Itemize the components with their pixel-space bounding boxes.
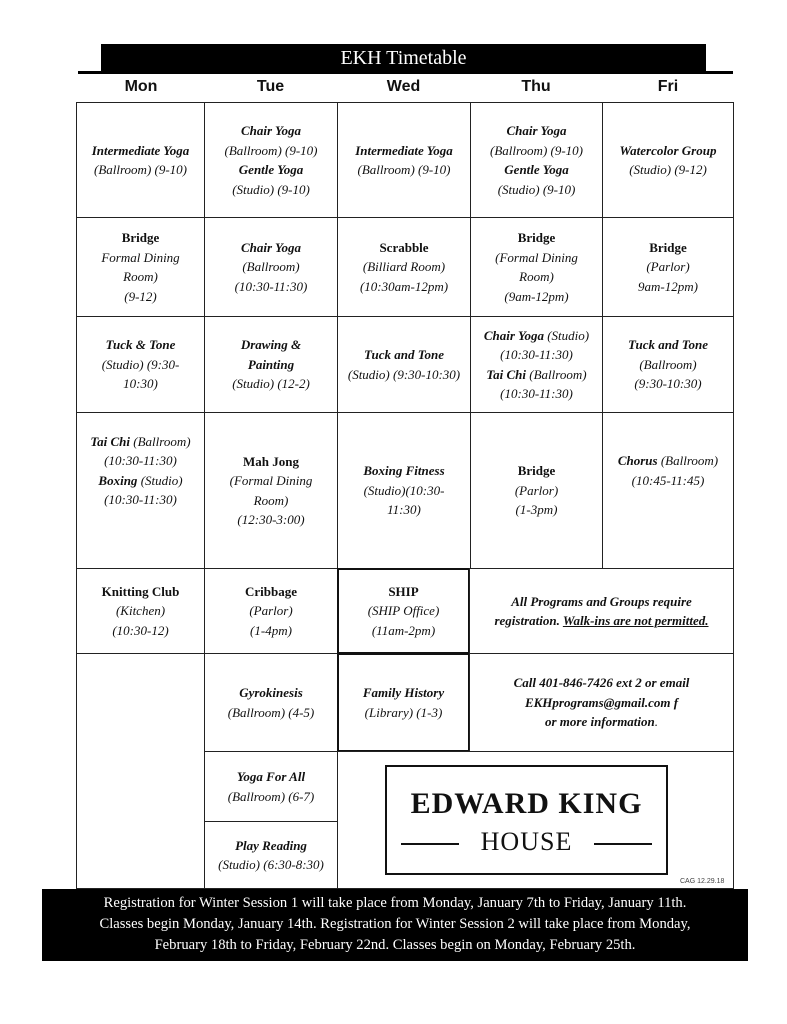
page-title: EKH Timetable bbox=[101, 44, 706, 71]
revision-code: CAG 12.29.18 bbox=[680, 878, 725, 885]
notice-text: registration. bbox=[494, 613, 563, 628]
class-details: (Studio) bbox=[140, 472, 183, 488]
class-name: Tuck and Tone bbox=[364, 347, 444, 362]
class-details: (12:30-3:00) bbox=[237, 512, 305, 527]
class-details: Formal Dining bbox=[101, 249, 180, 265]
class-details: (9am-12pm) bbox=[504, 288, 569, 304]
class-name: Watercolor Group bbox=[619, 142, 717, 158]
class-name: Bridge bbox=[517, 230, 556, 245]
class-details: 10:30) bbox=[123, 376, 158, 392]
class-details: 9am-12pm) bbox=[638, 278, 698, 294]
class-name: Drawing & bbox=[240, 337, 302, 353]
logo-title: EDWARD KING bbox=[410, 787, 643, 820]
class-cell-mon-r3 bbox=[76, 316, 205, 413]
class-name: Intermediate Yoga bbox=[91, 142, 190, 158]
contact-text: or more information bbox=[544, 714, 655, 730]
class-name: Tai Chi bbox=[486, 366, 527, 382]
class-details: Room) bbox=[123, 269, 158, 284]
class-name: Yoga For All bbox=[236, 769, 306, 784]
class-cell-wed-r4 bbox=[337, 412, 471, 569]
class-cell-thu-r3 bbox=[470, 316, 603, 413]
day-header-tue: Tue bbox=[256, 78, 285, 95]
class-cell-fri-r2 bbox=[602, 217, 734, 317]
class-details: (Ballroom) bbox=[660, 453, 719, 468]
class-details: (SHIP Office) bbox=[367, 603, 440, 619]
class-cell-wed-r2 bbox=[337, 217, 471, 317]
class-details: (Studio) bbox=[547, 327, 590, 343]
footer-line: Classes begin Monday, January 14th. Registration for Winter Session 2 will take place from Monday, bbox=[99, 916, 691, 932]
class-cell-tue-r5 bbox=[204, 568, 338, 654]
class-cell-thu-r4 bbox=[470, 412, 603, 569]
class-cell-wed-r6 bbox=[337, 653, 470, 752]
class-details: (Formal Dining bbox=[229, 473, 313, 488]
class-name: Chair Yoga bbox=[506, 123, 567, 138]
class-name: Tuck and Tone bbox=[628, 337, 708, 353]
class-name: Scrabble bbox=[379, 239, 429, 255]
class-details: (Ballroom) (9-10) bbox=[489, 142, 584, 158]
class-cell-wed-r1 bbox=[337, 102, 471, 218]
registration-footer bbox=[42, 889, 748, 961]
class-name: Knitting Club bbox=[101, 583, 180, 599]
class-name: Play Reading bbox=[235, 837, 307, 853]
class-details: (10:30-11:30) bbox=[500, 386, 573, 401]
class-details: (11am-2pm) bbox=[371, 622, 436, 638]
class-details: (9:30-10:30) bbox=[634, 376, 702, 392]
class-details: (1-4pm) bbox=[250, 622, 292, 638]
class-name: Bridge bbox=[517, 463, 556, 479]
class-details: (Studio) (9-10) bbox=[232, 181, 310, 197]
contact-period: . bbox=[654, 714, 659, 730]
class-name: Family History bbox=[362, 685, 445, 700]
class-name: Gentle Yoga bbox=[238, 162, 304, 177]
class-details: (Kitchen) bbox=[115, 603, 166, 619]
class-details: (Studio) (9-12) bbox=[629, 162, 707, 177]
logo-rule-right bbox=[594, 843, 652, 845]
class-details: (Ballroom) (9-10) bbox=[224, 142, 318, 158]
class-details: (Ballroom) (9-10) bbox=[93, 162, 188, 177]
class-cell-wed-r5 bbox=[337, 568, 470, 654]
class-name: Boxing Fitness bbox=[363, 463, 445, 479]
class-name: Tuck & Tone bbox=[105, 337, 176, 353]
class-name: Boxing bbox=[98, 472, 138, 488]
class-details: (Studio) (6:30-8:30) bbox=[218, 857, 324, 872]
class-details: (Library) (1-3) bbox=[364, 704, 443, 720]
class-details: (10:30am-12pm) bbox=[359, 278, 449, 294]
class-details: (10:45-11:45) bbox=[631, 472, 705, 488]
class-cell-mon-r2 bbox=[76, 217, 205, 317]
title-underline bbox=[78, 71, 733, 74]
class-details: (10:30-11:30) bbox=[500, 347, 573, 362]
day-header-thu: Thu bbox=[521, 78, 551, 95]
class-details: (Parlor) bbox=[646, 259, 690, 275]
edward-king-house-logo bbox=[385, 765, 668, 875]
class-cell-tue-r6 bbox=[204, 653, 338, 752]
class-details: (1-3pm) bbox=[515, 502, 558, 518]
class-cell-mon-r1 bbox=[76, 102, 205, 218]
class-details: (Studio) (9:30- bbox=[101, 356, 180, 372]
contact-phone: Call 401-846-7426 ext 2 or email bbox=[513, 675, 690, 691]
logo-subtitle: HOUSE bbox=[480, 827, 573, 856]
class-details: (10:30-11:30) bbox=[104, 453, 177, 468]
class-details: (Billiard Room) bbox=[362, 259, 446, 275]
empty-mon-cell bbox=[76, 653, 205, 889]
class-cell-mon-r5 bbox=[76, 568, 205, 654]
class-name: Painting bbox=[247, 356, 295, 372]
class-cell-tue-r8 bbox=[204, 821, 338, 889]
class-cell-thu-r2 bbox=[470, 217, 603, 317]
class-cell-fri-r3 bbox=[602, 316, 734, 413]
class-details: (Parlor) bbox=[514, 482, 559, 498]
class-cell-tue-r4 bbox=[204, 412, 338, 569]
class-cell-fri-r4 bbox=[602, 412, 734, 569]
contact-email[interactable]: EKHprograms@gmail.com f bbox=[524, 694, 679, 710]
class-details: (Ballroom) (6-7) bbox=[227, 788, 315, 804]
class-name: Tai Chi bbox=[90, 433, 131, 449]
class-details: (Ballroom) (9-10) bbox=[357, 162, 451, 177]
class-details: (10:30-12) bbox=[112, 622, 169, 638]
class-name: SHIP bbox=[388, 583, 419, 599]
class-details: (Studio) (9:30-10:30) bbox=[347, 366, 461, 382]
walk-ins-warning: Walk-ins are not permitted. bbox=[562, 613, 709, 628]
class-name: Bridge bbox=[649, 239, 687, 255]
class-details: (Ballroom) (4-5) bbox=[227, 704, 315, 720]
class-details: (Studio) (12-2) bbox=[232, 376, 310, 392]
class-details: (Ballroom) bbox=[529, 366, 587, 382]
class-details: (Ballroom) bbox=[242, 259, 300, 275]
class-cell-wed-r3 bbox=[337, 316, 471, 413]
notice-text: All Programs and Groups require bbox=[511, 593, 692, 609]
class-name: Chair Yoga bbox=[483, 327, 544, 343]
class-cell-thu-r1 bbox=[470, 102, 603, 218]
class-details: (Studio) (9-10) bbox=[497, 181, 576, 197]
class-name: Chair Yoga bbox=[240, 239, 302, 255]
class-cell-tue-r1 bbox=[204, 102, 338, 218]
registration-notice bbox=[469, 568, 734, 654]
footer-line: Registration for Winter Session 1 will take place from Monday, January 7th to Friday, January 11th. bbox=[103, 895, 687, 911]
class-name: Intermediate Yoga bbox=[355, 142, 453, 158]
class-name: Chorus bbox=[617, 453, 658, 468]
class-details: (Ballroom) bbox=[133, 433, 191, 449]
class-name: Bridge bbox=[121, 230, 160, 245]
class-details: (Formal Dining bbox=[495, 249, 578, 265]
class-name: Mah Jong bbox=[243, 453, 299, 469]
class-name: Chair Yoga bbox=[240, 123, 302, 138]
class-cell-mon-r4 bbox=[76, 412, 205, 569]
class-details: Room) bbox=[253, 492, 289, 508]
footer-line: February 18th to Friday, February 22nd. Classes begin on Monday, February 25th. bbox=[154, 937, 636, 953]
class-details: (Parlor) bbox=[249, 603, 293, 619]
class-cell-tue-r7 bbox=[204, 751, 338, 822]
class-details: (Studio)(10:30- bbox=[363, 482, 445, 498]
class-details: (9-12) bbox=[124, 288, 157, 304]
class-details: (10:30-11:30) bbox=[234, 278, 308, 294]
day-header-mon: Mon bbox=[124, 78, 158, 95]
class-name: Gyrokinesis bbox=[239, 685, 303, 700]
class-name: Gentle Yoga bbox=[504, 162, 569, 177]
class-details: 11:30) bbox=[387, 502, 421, 518]
class-cell-tue-r2 bbox=[204, 217, 338, 317]
class-cell-fri-r1 bbox=[602, 102, 734, 218]
day-header-fri: Fri bbox=[657, 78, 679, 95]
contact-info bbox=[469, 653, 734, 752]
day-header-wed: Wed bbox=[386, 78, 421, 95]
class-details: Room) bbox=[519, 269, 554, 284]
class-details: (Ballroom) bbox=[639, 356, 697, 372]
class-cell-tue-r3 bbox=[204, 316, 338, 413]
class-details: (10:30-11:30) bbox=[104, 492, 177, 507]
class-name: Cribbage bbox=[245, 583, 297, 599]
